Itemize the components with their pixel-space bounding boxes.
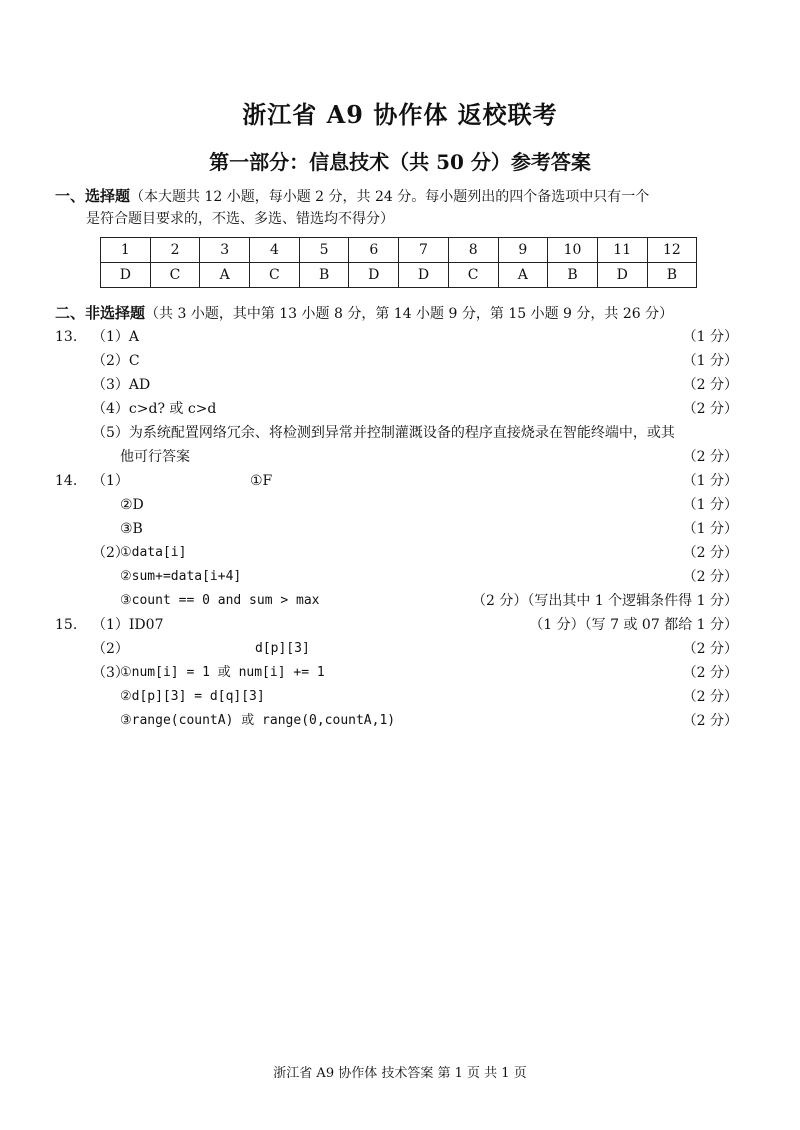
points: （2 分） — [682, 641, 738, 657]
q14-part-label: （1） — [92, 473, 129, 489]
q14-part-label: （2） — [92, 545, 129, 561]
q15-row-2 — [0, 638, 800, 662]
q13-row-1 — [0, 326, 800, 350]
points: （2 分） — [682, 401, 738, 417]
answer-cell: B — [299, 263, 349, 288]
answer-table-answers-row — [101, 263, 697, 288]
qnum-cell: 3 — [200, 238, 250, 263]
q13-number: 13. — [55, 329, 78, 345]
answer-cell: D — [399, 263, 449, 288]
points: （2 分） — [682, 545, 738, 561]
q13-row-4 — [0, 398, 800, 422]
q13-row-3 — [0, 374, 800, 398]
section2-intro — [55, 302, 673, 325]
q13-answer: （4）c>d? 或 c>d — [92, 401, 217, 417]
qnum-cell: 1 — [101, 238, 151, 263]
q13-answer-cont: 他可行答案 — [120, 449, 190, 465]
answer-cell: D — [349, 263, 399, 288]
section2-heading: 二、非选择题 — [55, 304, 146, 322]
q15-answer: ①num[i] = 1 或 num[i] += 1 — [120, 665, 325, 680]
q15-row-3 — [0, 662, 800, 686]
q13-answer: （2）C — [92, 353, 140, 369]
section1-heading: 一、选择题 — [55, 187, 131, 205]
answer-cell: B — [647, 263, 697, 288]
qnum-cell: 9 — [498, 238, 548, 263]
q14-row-1 — [0, 470, 800, 494]
points: （1 分） — [682, 497, 738, 513]
answer-cell: A — [498, 263, 548, 288]
q13-answer: （3）AD — [92, 377, 151, 393]
q14-row-6 — [0, 590, 800, 614]
answer-cell: A — [200, 263, 250, 288]
q14-answer: ③count == 0 and sum > max — [120, 593, 320, 608]
qnum-cell: 11 — [597, 238, 647, 263]
points: （1 分） — [682, 473, 738, 489]
q14-answer: ①data[i] — [120, 545, 187, 560]
q13-row-6 — [0, 446, 800, 470]
answer-cell: C — [150, 263, 200, 288]
answer-cell: D — [597, 263, 647, 288]
answer-cell: D — [101, 263, 151, 288]
q14-answer: ①F — [250, 473, 273, 489]
qnum-cell: 7 — [399, 238, 449, 263]
q14-answer: ②sum+=data[i+4] — [120, 569, 242, 584]
q13-row-5 — [0, 422, 800, 446]
document-title: 浙江省 A9 协作体 返校联考 — [242, 100, 558, 129]
q15-part-label: （3） — [92, 665, 129, 681]
points: （2 分） — [682, 713, 738, 729]
points: （1 分） — [682, 521, 738, 537]
q15-row-1 — [0, 614, 800, 638]
q15-answer: （1）ID07 — [92, 617, 164, 633]
qnum-cell: 8 — [448, 238, 498, 263]
section1-desc: （本大题共 12 小题，每小题 2 分，共 24 分。每小题列出的四个备选项中只有一个 — [130, 189, 650, 205]
points: （2 分） — [682, 449, 738, 465]
answer-cell: C — [448, 263, 498, 288]
q15-number: 15. — [55, 617, 78, 633]
q13-answer: （1）A — [92, 329, 140, 345]
points: （2 分） — [682, 689, 738, 705]
q15-row-5 — [0, 710, 800, 734]
q14-row-4 — [0, 542, 800, 566]
answer-table — [100, 237, 697, 288]
qnum-cell: 10 — [548, 238, 598, 263]
qnum-cell: 4 — [250, 238, 300, 263]
qnum-cell: 5 — [299, 238, 349, 263]
q13-answer: （5）为系统配置网络冗余、将检测到异常并控制灌溉设备的程序直接烧录在智能终端中，或其 — [92, 425, 675, 441]
section1-desc-cont: 是符合题目要求的，不选、多选、错选均不得分） — [86, 211, 394, 227]
points: （2 分） — [682, 377, 738, 393]
answer-table-numbers-row — [101, 238, 697, 263]
points: （2 分） — [682, 569, 738, 585]
qnum-cell: 12 — [647, 238, 697, 263]
q15-answer: d[p][3] — [255, 641, 310, 656]
q14-answer: ②D — [120, 497, 144, 513]
points: （1 分） — [682, 353, 738, 369]
q13-row-2 — [0, 350, 800, 374]
q14-number: 14. — [55, 473, 78, 489]
q14-row-3 — [0, 518, 800, 542]
q14-row-2 — [0, 494, 800, 518]
points: （2 分）（写出其中 1 个逻辑条件得 1 分） — [472, 593, 738, 609]
q14-row-5 — [0, 566, 800, 590]
q15-answer: ②d[p][3] = d[q][3] — [120, 689, 265, 704]
section1-intro — [55, 185, 649, 208]
q15-part-label: （2） — [92, 641, 129, 657]
answer-cell: C — [250, 263, 300, 288]
page-footer: 浙江省 A9 协作体 技术答案 第 1 页 共 1 页 — [273, 1066, 527, 1081]
q15-answer: ③range(countA) 或 range(0,countA,1) — [120, 713, 396, 728]
q14-answer: ③B — [120, 521, 143, 537]
points: （1 分）（写 7 或 07 都给 1 分） — [529, 617, 738, 633]
q15-row-4 — [0, 686, 800, 710]
points: （2 分） — [682, 665, 738, 681]
points: （1 分） — [682, 329, 738, 345]
section2-desc: （共 3 小题，其中第 13 小题 8 分，第 14 小题 9 分，第 15 小题 9 分，共 26 分） — [145, 306, 674, 322]
document-subtitle: 第一部分：信息技术（共 50 分）参考答案 — [209, 150, 591, 174]
answer-cell: B — [548, 263, 598, 288]
qnum-cell: 2 — [150, 238, 200, 263]
qnum-cell: 6 — [349, 238, 399, 263]
